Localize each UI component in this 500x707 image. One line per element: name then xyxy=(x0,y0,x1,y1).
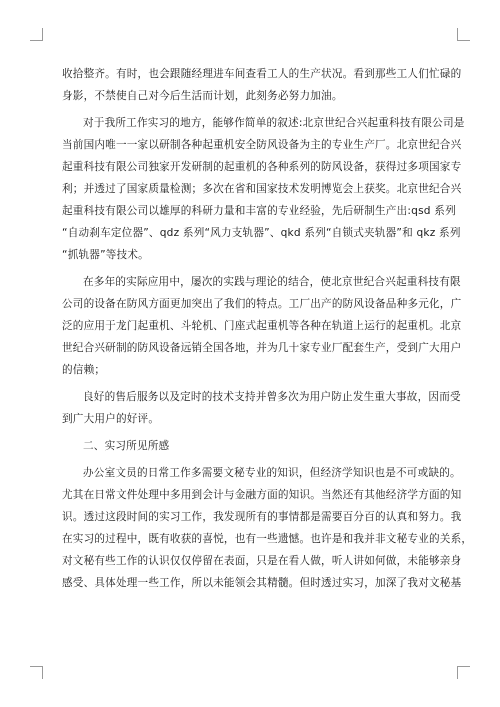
text-line: 尤其在日常文件处理中多用到会计与金融方面的知识。当然还有其他经济学方面的知 xyxy=(62,489,462,501)
paragraph xyxy=(62,386,461,430)
crop-mark-top-left xyxy=(30,28,43,41)
text-line: 办公室文员的日常工作多需要文秘专业的知识，但经济学知识也是不可或缺的。 xyxy=(83,467,461,479)
text-line: 起重科技有限公司以雄厚的科研力量和丰富的专业经验，先后研制生产出:qsd 系列 xyxy=(62,205,456,217)
paragraph xyxy=(62,271,462,381)
section-heading-text: 二、实习所见所感 xyxy=(83,440,170,452)
text-line: 在多年的实际应用中，屡次的实践与理论的结合，使北京世纪合兴起重科技有限 xyxy=(83,276,461,288)
text-line: “抓轨器”等技术。 xyxy=(62,249,149,261)
paragraph xyxy=(62,63,462,107)
document-body xyxy=(62,63,473,594)
text-line: “自动刹车定位器”、qdz 系列“风力支轨器”、qkd 系列“自锁式夹轨器”和 qkz 系列 xyxy=(62,227,461,239)
text-line: 泛的应用于龙门起重机、斗轮机、门座式起重机等各种在轨道上运行的起重机。北京 xyxy=(62,320,462,332)
text-line: 起重科技有限公司独家开发研制的起重机的各种系列的防风设备，获得过多项国家专 xyxy=(62,161,462,173)
text-line: 良好的售后服务以及定时的技术支持并曾多次为用户防止发生重大事故，因而受 xyxy=(83,391,461,403)
text-line: 识。透过这段时间的实习工作，我发现所有的事情都是需要百分百的认真和努力。我 xyxy=(62,511,462,523)
text-line: 在实习的过程中，既有收获的喜悦，也有一些遗憾。也许是和我并非文秘专业的关系， xyxy=(62,533,473,545)
crop-mark-top-right xyxy=(457,28,470,41)
text-line: 公司的设备在防风方面更加突出了我们的特点。工厂出产的防风设备品种多元化，广 xyxy=(62,298,462,310)
text-line: 的信赖； xyxy=(62,364,106,376)
crop-mark-bottom-right xyxy=(457,666,470,679)
text-line: 利；并透过了国家质量检测；多次在省和国家技术发明博览会上获奖。北京世纪合兴 xyxy=(62,183,462,195)
text-line: 身影，不禁使自己对今后生活而计划，此刻务必努力加油。 xyxy=(62,90,343,102)
text-line: 收拾整齐。有时，也会跟随经理进车间查看工人的生产状况。看到那些工人们忙碌的 xyxy=(62,68,462,80)
text-line: 世纪合兴研制的防风设备远销全国各地，并为几十家专业厂配套生产，受到广大用户 xyxy=(62,342,462,354)
text-line: 当前国内唯一一家以研制各种起重机安全防风设备为主的专业生产厂。北京世纪合兴 xyxy=(62,139,462,151)
text-line: 感受、具体处理一些工作，所以未能领会其精髓。但时透过实习，加深了我对文秘基 xyxy=(62,577,462,589)
paragraph xyxy=(62,462,473,594)
section-heading xyxy=(62,435,442,457)
crop-mark-bottom-left xyxy=(30,666,43,679)
text-line: 对文秘有些工作的认识仅仅停留在表面，只是在看人做，听人讲如何做，未能够亲身 xyxy=(62,555,462,567)
text-line: 对于我所工作实习的地方，能够作简单的叙述:北京世纪合兴起重科技有限公司是 xyxy=(83,117,465,129)
text-line: 到广大用户的好评。 xyxy=(62,413,160,425)
paragraph xyxy=(62,112,465,266)
